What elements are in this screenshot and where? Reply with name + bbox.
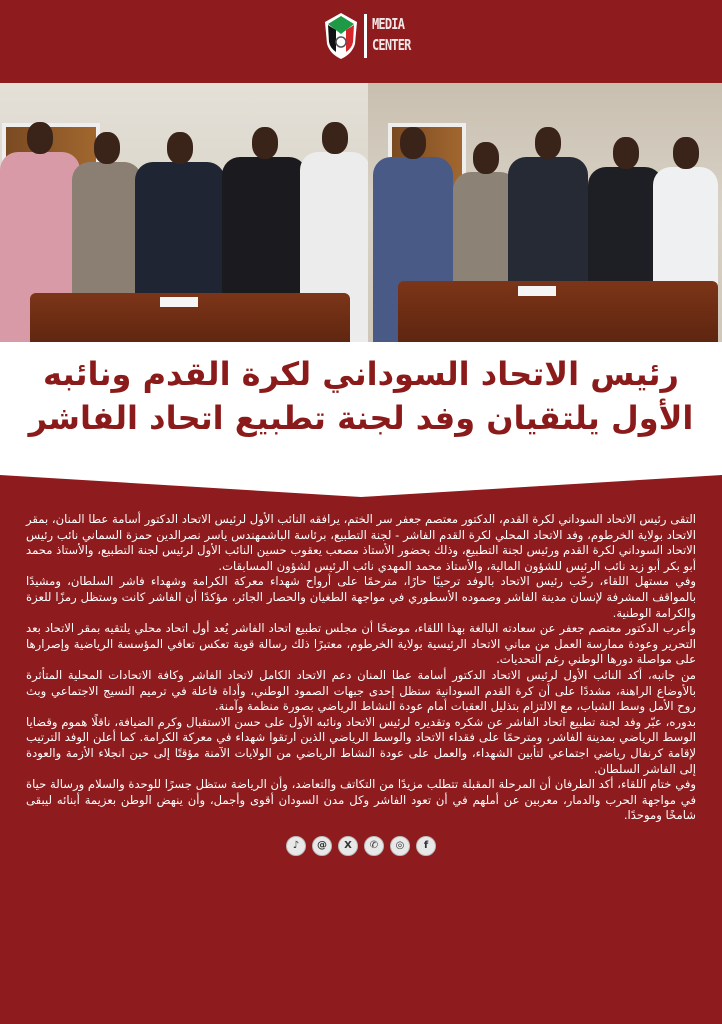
person-head bbox=[27, 122, 53, 154]
headline-line-2: الأول يلتقيان وفد لجنة تطبيع اتحاد الفاشر bbox=[28, 399, 694, 437]
meeting-photos bbox=[0, 83, 722, 342]
person-head bbox=[252, 127, 278, 159]
person-head bbox=[673, 137, 699, 169]
meeting-photo-right bbox=[368, 83, 722, 342]
paragraph: التقى رئيس الاتحاد السوداني لكرة القدم، الدكتور معتصم جعفر سر الختم، يرافقه النائب الأول لرئيس الاتحاد الدكتور أسامة عطا المنان، بمقر الاتحاد بولاية الخرطوم، وفد الاتحاد المحلي لكرة القدم الفاشر - لجنة التطبيع، برئاسة الباشمهندس ياسر نصرالدين حمزة السماني نائب رئيس الاتحاد السوداني لكرة القدم ورئيس لجنة التطبيع، وذلك بحضور الأستاذ مصعب يعقوب حسين النائب الأول لرئيس لجنة التطبيع، والأستاذ محمد أبو بكر أبو زيد نائب الرئيس للشؤون المالية، والأستاذ محمد المهدي نائب الرئيس لشؤون المسابقات. bbox=[26, 512, 696, 573]
paper bbox=[518, 286, 556, 296]
person-head bbox=[535, 127, 561, 159]
content-column bbox=[0, 352, 722, 856]
facebook-icon[interactable]: f bbox=[416, 836, 436, 856]
threads-icon[interactable]: @ bbox=[312, 836, 332, 856]
brand-line-2: CENTER bbox=[372, 36, 411, 54]
paragraph: وأعرب الدكتور معتصم جعفر عن سعادته البالغة بهذا اللقاء، موضحًا أن مجلس تطبيع اتحاد الفاشر يُعد أول اتحاد محلي يلتقيه بمقر الاتحاد بعد التحرير وعودة ممارسة العمل من مباني الاتحاد الرئيسية بولاية الخرطوم، معتبرًا ذلك رسالة قوية تعكس تعافي المؤسسة الرياضية وإصرارها على مواصلة دورها الوطني رغم التحديات. bbox=[26, 621, 696, 667]
paper bbox=[160, 297, 198, 307]
table bbox=[398, 281, 718, 342]
brand-line-1: MEDIA bbox=[372, 15, 405, 33]
phone-icon[interactable]: ✆ bbox=[364, 836, 384, 856]
person-head bbox=[400, 127, 426, 159]
instagram-icon[interactable]: ◎ bbox=[390, 836, 410, 856]
headline-line-1: رئيس الاتحاد السوداني لكرة القدم ونائبه bbox=[43, 355, 679, 393]
paragraph: وفي ختام اللقاء، أكد الطرفان أن المرحلة المقبلة تتطلب مزيدًا من التكاتف والتعاضد، وأن الرياضة ستظل جسرًا للوحدة والسلام ورسالة حياة في مواجهة الحرب والدمار، معربين عن أملهم في أن تعود الفاشر وكل مدن السودان أقوى وأجمل، وأن ينهض الوطن بعزيمة أبنائه ليبقى شامخًا وموحدًا. bbox=[26, 777, 696, 823]
headline bbox=[0, 352, 722, 444]
article-body bbox=[0, 512, 722, 824]
person-head bbox=[613, 137, 639, 169]
logo-divider bbox=[364, 14, 367, 58]
person-head bbox=[322, 122, 348, 154]
paragraph: وفي مستهل اللقاء، رحّب رئيس الاتحاد بالوفد ترحيبًا حارًا، مترحمًا على أرواح شهداء معركة الكرامة وشهداء فاشر السلطان، ومشيدًا بالمواقف المشرفة لإنسان مدينة الفاشر وصموده الأسطوري في مواجهة الطغيان والحصار الجائر، مؤكدًا أن الفاشر كانت وستظل رمزًا للعزة والكرامة الوطنية. bbox=[26, 574, 696, 620]
person-head bbox=[167, 132, 193, 164]
person-head bbox=[94, 132, 120, 164]
social-links bbox=[0, 836, 722, 856]
meeting-photo-left bbox=[0, 83, 368, 342]
header-bar bbox=[0, 0, 722, 83]
media-center-wordmark bbox=[372, 14, 411, 56]
tiktok-icon[interactable]: ♪ bbox=[286, 836, 306, 856]
federation-logo bbox=[324, 12, 358, 60]
paragraph: من جانبه، أكد النائب الأول لرئيس الاتحاد الدكتور أسامة عطا المنان دعم الاتحاد الكامل لاتحاد الفاشر وكافة الاتحادات المحلية المتأثرة بالأوضاع الراهنة، مشددًا على أن كرة القدم السودانية ستظل إحدى جبهات الصمود الوطني، وأداة فاعلة في ترميم النسيج الاجتماعي وبث روح الأمل وسط الشباب، مع الالتزام بتذليل العقبات أمام عودة النشاط الرياضي بصورة منظمة وآمنة. bbox=[26, 667, 696, 714]
paragraph: بدوره، عبّر وفد لجنة تطبيع اتحاد الفاشر عن شكره وتقديره لرئيس الاتحاد ونائبه الأول على حسن الاستقبال وكرم الضيافة، ناقلًا هموم وقضايا الوسط الرياضي بمدينة الفاشر، ومترحمًا على فقداء الاتحاد والوسط الرياضي الذين ارتقوا شهداء في معركة الكرامة. كما أعلن الوفد الترتيب لإقامة كرنفال رياضي اجتماعي لتأبين الشهداء، والعمل على عودة النشاط الرياضي من الولايات الآمنة مؤقتًا إلى حين انجلاء الأزمة والعودة إلى الفاشر السلطان. bbox=[26, 714, 696, 776]
person-head bbox=[473, 142, 499, 174]
x-icon[interactable]: X bbox=[338, 836, 358, 856]
